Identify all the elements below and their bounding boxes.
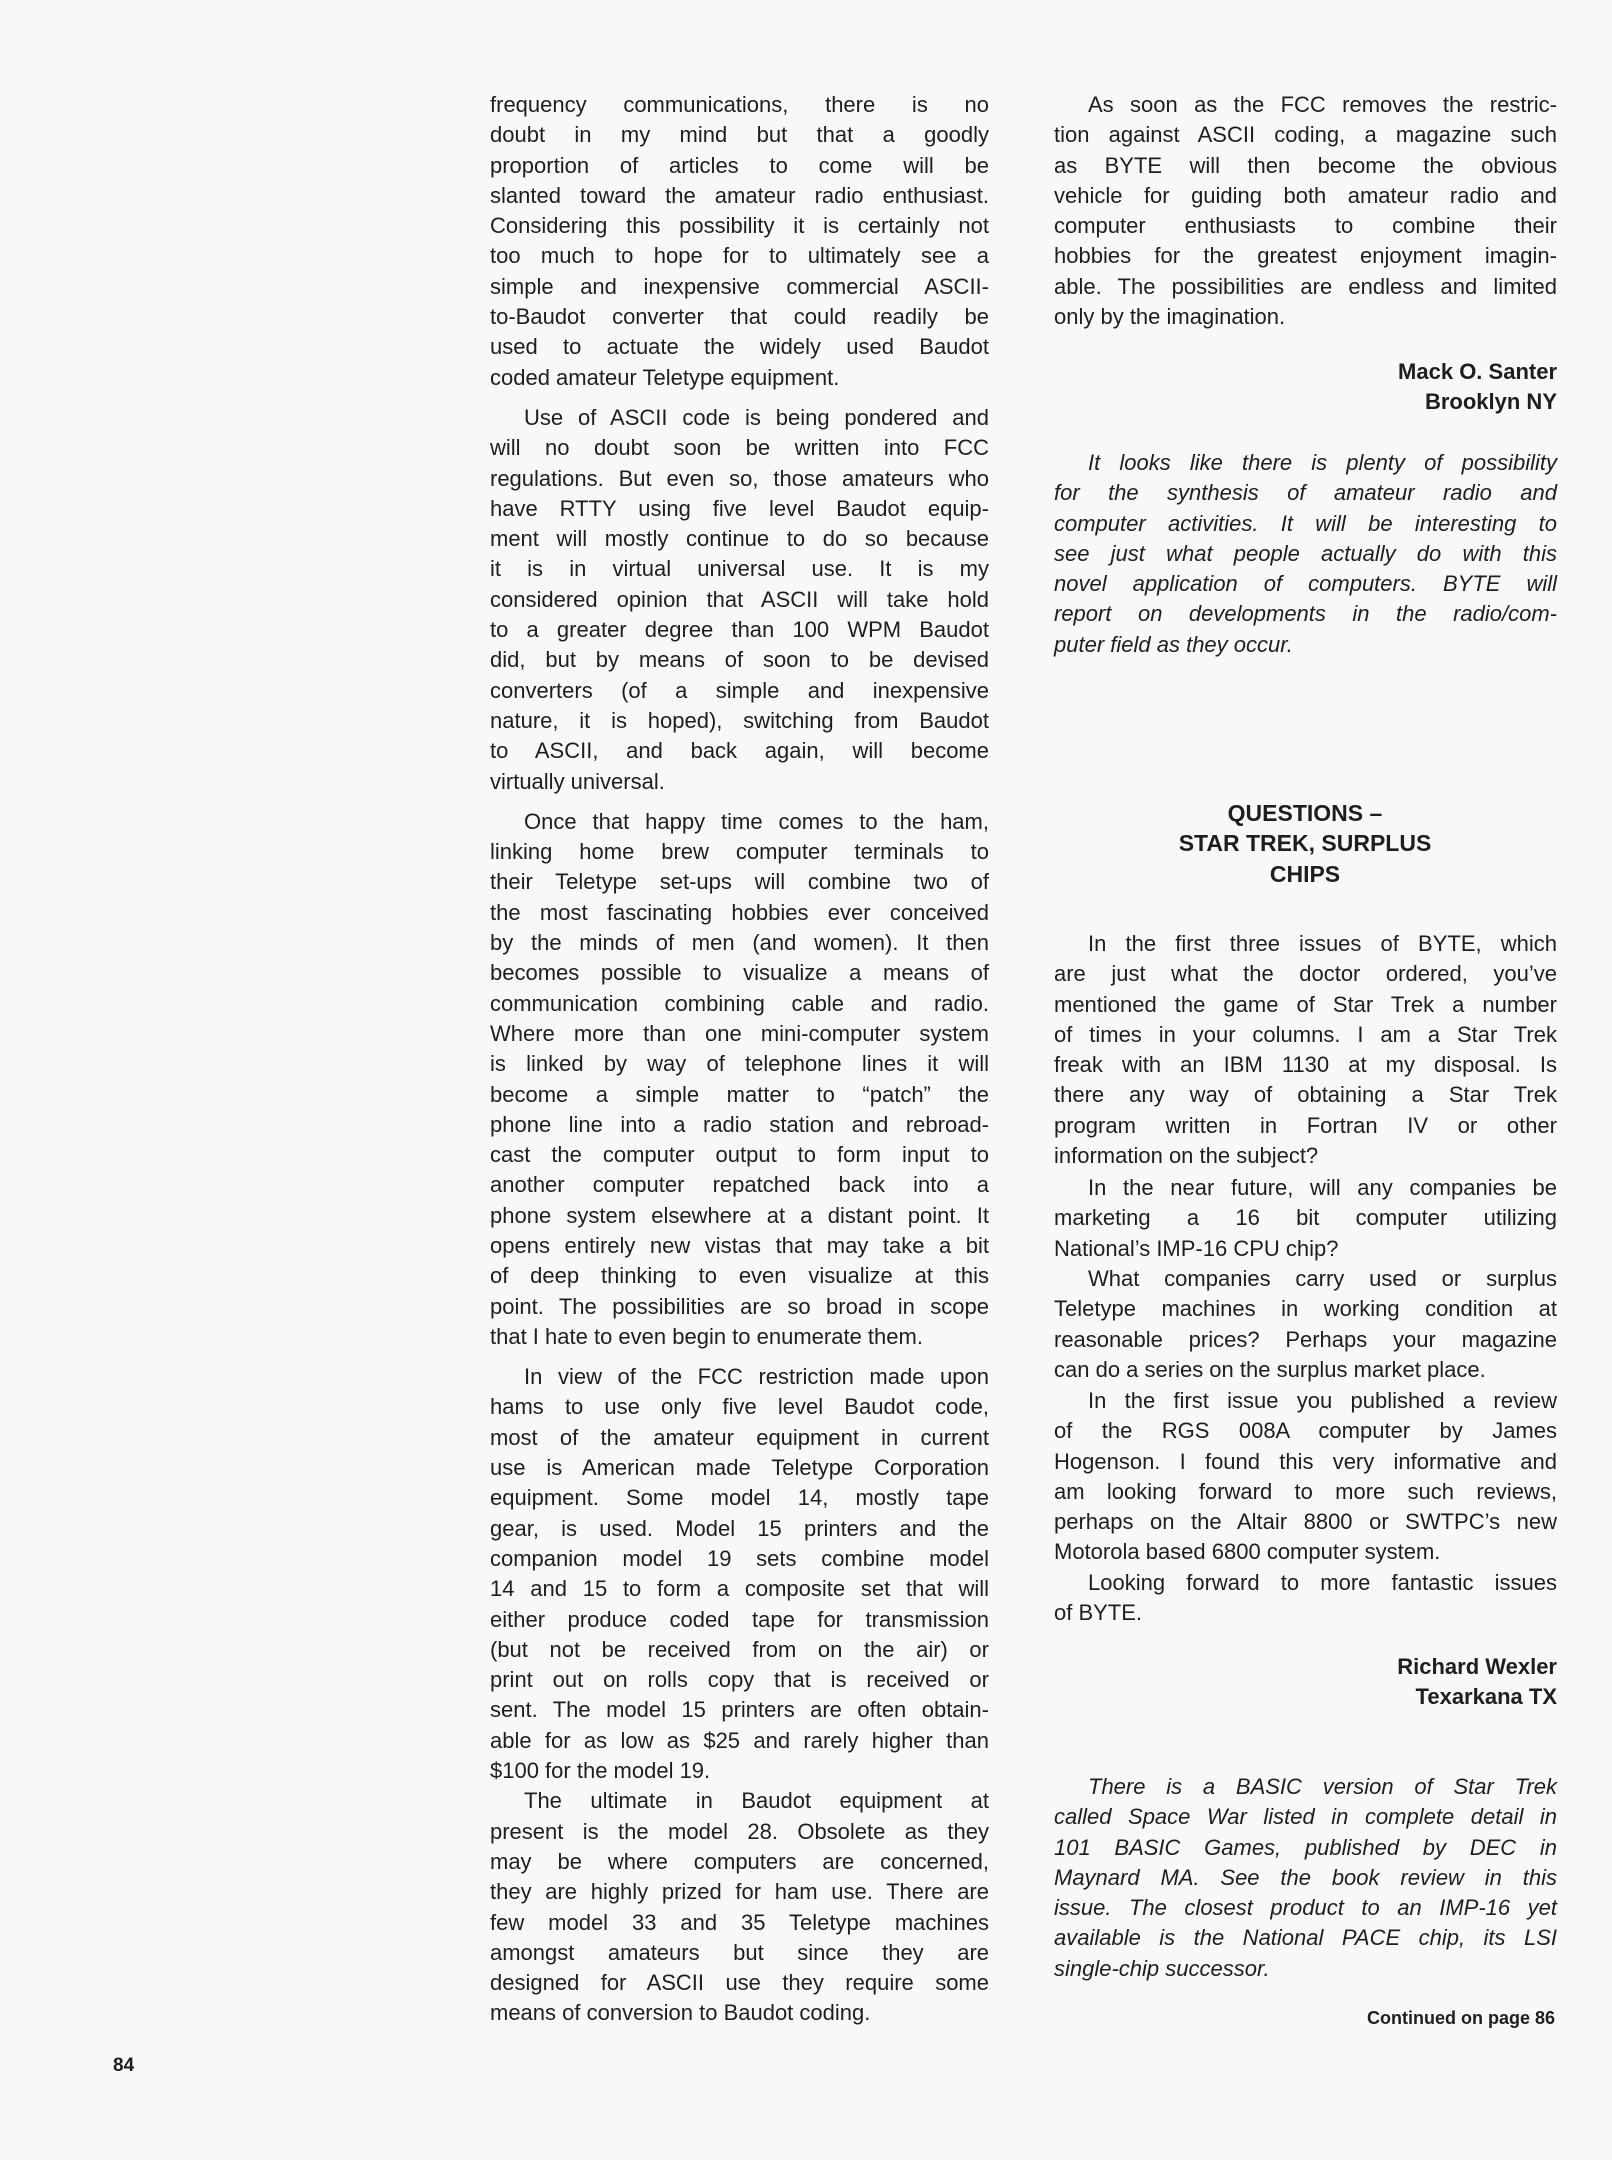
text-line: Hogenson. I found this very informative and [1054,1448,1557,1474]
text-line: proportion of articles to come will be [490,152,989,178]
letter-paragraph [1054,929,1557,1171]
text-line: puter field as they occur. [1054,631,1293,657]
text-line: single-chip successor. [1054,1955,1270,1981]
text-line: reasonable prices? Perhaps your magazine [1054,1326,1557,1352]
text-line: regulations. But even so, those amateurs who [490,465,989,491]
text-line: only by the imagination. [1054,304,1286,330]
text-line: Where more than one mini-computer system [490,1020,989,1046]
text-line: Once that happy time comes to the ham, [524,808,989,834]
text-line: communication combining cable and radio. [490,990,989,1016]
text-line: equipment. Some model 14, mostly tape [490,1485,989,1511]
signature-location: Texarkana TX [1415,1684,1557,1710]
text-line: it is in virtual universal use. It is my [490,556,989,582]
text-line: perhaps on the Altair 8800 or SWTPC’s new [1054,1509,1557,1535]
text-line: are just what the doctor ordered, you’ve [1054,961,1557,987]
text-line: too much to hope for to ultimately see a [490,243,989,269]
text-line: considered opinion that ASCII will take hold [490,586,989,612]
editor-reply [1054,1772,1557,1984]
text-line: the most fascinating hobbies ever conceived [490,899,989,925]
text-line: virtually universal. [490,768,665,794]
text-line: vehicle for guiding both amateur radio and [1054,182,1557,208]
text-line: 14 and 15 to form a composite set that will [490,1576,989,1602]
text-line: Considering this possibility it is certainly not [490,213,989,239]
text-line: (but not be received from on the air) or [490,1636,989,1662]
text-line: freak with an IBM 1130 at my disposal. Is [1054,1052,1557,1078]
text-line: It looks like there is plenty of possibility [1088,450,1557,475]
text-line: few model 33 and 35 Teletype machines [490,1909,989,1935]
text-line: means of conversion to Baudot coding. [490,2000,871,2026]
text-line: computer enthusiasts to combine their [1054,213,1557,239]
text-line: mentioned the game of Star Trek a number [1054,991,1557,1017]
text-line: slanted toward the amateur radio enthusiast. [490,182,989,208]
text-line: can do a series on the surplus market place. [1054,1356,1486,1382]
text-line: companion model 19 sets combine model [490,1545,989,1571]
text-line: coded amateur Teletype equipment. [490,364,840,390]
text-line: Teletype machines in working condition at [1054,1296,1557,1322]
text-line: In the first three issues of BYTE, which [1088,931,1557,956]
text-line: In the near future, will any companies be [1088,1175,1557,1200]
heading-line: QUESTIONS – [1227,800,1383,826]
text-line: there any way of obtaining a Star Trek [1054,1082,1557,1108]
text-line: of times in your columns. I am a Star Trek [1054,1021,1557,1047]
text-line: marketing a 16 bit computer utilizing [1054,1205,1557,1231]
text-line: able. The possibilities are endless and limited [1054,273,1557,299]
letter-paragraph [1054,1173,1557,1264]
letter-paragraph [1054,1568,1557,1629]
text-line: by the minds of men (and women). It then [490,930,989,956]
text-line: doubt in my mind but that a goodly [490,122,989,148]
text-line: information on the subject? [1054,1143,1319,1169]
text-line: Motorola based 6800 computer system. [1054,1539,1441,1565]
text-line: is linked by way of telephone lines it will [490,1051,989,1077]
text-line: hobbies for the greatest enjoyment imagin- [1054,243,1557,269]
text-line: opens entirely new vistas that may take a bit [490,1232,989,1258]
text-line: of BYTE. [1054,1600,1143,1626]
text-line: am looking forward to more such reviews, [1054,1478,1557,1504]
text-line: available is the National PACE chip, its LSI [1054,1925,1557,1951]
body-paragraph [490,403,989,797]
signature [1054,357,1557,418]
text-line: What companies carry used or surplus [1088,1266,1557,1291]
text-line: will no doubt soon be written into FCC [490,435,989,461]
signature-name: Richard Wexler [1397,1654,1557,1679]
text-line: most of the amateur equipment in current [490,1424,989,1450]
left-column [490,90,989,2029]
text-line: amongst amateurs but since they are [490,1939,989,1965]
text-line: becomes possible to visualize a means of [490,960,989,986]
text-line: There is a BASIC version of Star Trek [1088,1774,1557,1799]
letter-paragraph [1054,1386,1557,1568]
text-line: have RTTY using five level Baudot equip- [490,495,989,521]
heading-line: STAR TREK, SURPLUS [1178,830,1432,857]
text-line: their Teletype set-ups will combine two of [490,869,989,895]
section-heading [1105,798,1505,889]
text-line: may be where computers are concerned, [490,1848,989,1874]
editor-reply [1054,448,1557,660]
text-line: linking home brew computer terminals to [490,839,989,865]
text-line: print out on rolls copy that is received or [490,1667,989,1693]
body-paragraph [490,1362,989,1786]
heading-line: CHIPS [1269,860,1341,887]
text-line: another computer repatched back into a [490,1172,989,1198]
text-line: hams to use only five level Baudot code, [490,1394,989,1420]
text-line: as BYTE will then become the obvious [1054,152,1557,178]
continued-note: Continued on page 86 [1366,2008,1555,2028]
text-line: gear, is used. Model 15 printers and the [490,1515,989,1541]
text-line: point. The possibilities are so broad in scope [490,1293,989,1319]
signature-location: Brooklyn NY [1424,389,1557,415]
text-line: to a greater degree than 100 WPM Baudot [490,617,989,643]
text-line: In view of the FCC restriction made upon [524,1364,989,1390]
text-line: frequency communications, there is no [490,92,989,117]
text-line: 101 BASIC Games, published by DEC in [1054,1834,1557,1860]
text-line: program written in Fortran IV or other [1054,1112,1557,1138]
text-line: computer activities. It will be interesting to [1054,510,1557,536]
text-line: phone system elsewhere at a distant point. It [490,1202,989,1228]
text-line: The ultimate in Baudot equipment at [524,1788,989,1814]
text-line: ment will mostly continue to do so because [490,526,989,552]
text-line: use is American made Teletype Corporation [490,1455,989,1481]
text-line: cast the computer output to form input to [490,1142,989,1168]
page-number: 84 [113,2055,135,2076]
text-line: simple and inexpensive commercial ASCII- [490,273,989,299]
text-line: phone line into a radio station and rebroad- [490,1111,989,1137]
text-line: Use of ASCII code is being pondered and [524,404,989,430]
text-line: able for as low as $25 and rarely higher than [490,1727,989,1753]
text-line: they are highly prized for ham use. There are [490,1879,989,1905]
text-line: either produce coded tape for transmission [490,1606,989,1632]
text-line: did, but by means of soon to be devised [490,647,989,673]
text-line: that I hate to even begin to enumerate them. [490,1323,923,1349]
body-paragraph [490,807,989,1352]
body-paragraph [490,1786,989,2028]
letter-paragraph [1054,1264,1557,1385]
text-line: As soon as the FCC removes the restric- [1088,92,1557,117]
text-line: of the RGS 008A computer by James [1054,1418,1557,1444]
text-line: National’s IMP-16 CPU chip? [1054,1235,1339,1261]
text-line: tion against ASCII coding, a magazine such [1054,122,1557,148]
text-line: for the synthesis of amateur radio and [1054,480,1557,506]
signature [1054,1652,1557,1713]
text-line: issue. The closest product to an IMP-16 yet [1054,1895,1557,1921]
text-line: become a simple matter to “patch” the [490,1081,989,1107]
text-line: to-Baudot converter that could readily be [490,304,989,330]
body-paragraph [490,90,989,393]
text-line: In the first issue you published a review [1088,1388,1557,1413]
text-line: $100 for the model 19. [490,1758,711,1784]
signature-name: Mack O. Santer [1398,359,1557,384]
text-line: novel application of computers. BYTE will [1054,571,1557,597]
text-line: sent. The model 15 printers are often obtain- [490,1697,989,1723]
text-line: called Space War listed in complete detail in [1054,1804,1557,1830]
text-line: report on developments in the radio/com- [1054,601,1557,627]
text-line: present is the model 28. Obsolete as they [490,1818,989,1844]
letter-paragraph [1054,90,1557,332]
text-line: to ASCII, and back again, will become [490,738,989,764]
text-line: see just what people actually do with this [1054,540,1557,566]
text-line: Maynard MA. See the book review in this [1054,1864,1557,1890]
text-line: designed for ASCII use they require some [490,1970,989,1996]
text-line: used to actuate the widely used Baudot [490,334,989,360]
text-line: nature, it is hoped), switching from Baudot [490,707,989,733]
text-line: Looking forward to more fantastic issues [1088,1570,1557,1595]
text-line: converters (of a simple and inexpensive [490,677,989,703]
text-line: of deep thinking to even visualize at this [490,1263,989,1289]
